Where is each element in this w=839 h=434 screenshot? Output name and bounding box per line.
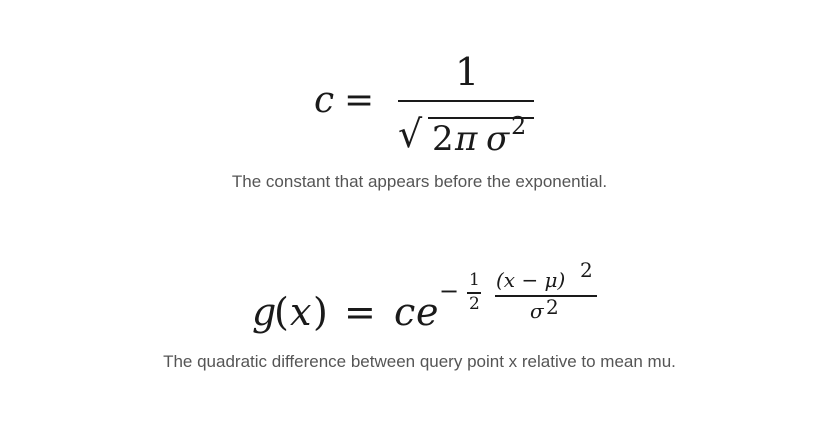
formula-g-exp-minus: − [439, 277, 460, 305]
formula-g-half-den: 2 [469, 294, 480, 314]
formula-c-radicand-sigma: σ [486, 119, 510, 159]
formula-g-close-paren: ) [313, 290, 328, 334]
formula-g-frac-den-exp: 2 [546, 295, 559, 319]
formula-c-fraction-bar [398, 100, 534, 102]
caption-constant: The constant that appears before the exponential. [231, 172, 608, 191]
formula-g-equals: = [344, 290, 376, 334]
formula-g-c: c [394, 290, 416, 334]
formula-g-func: g [252, 290, 277, 334]
formula-g-frac-num-exp: 2 [580, 258, 593, 282]
formula-c-radical: √ [398, 112, 423, 156]
formula-g-frac-den: σ [530, 299, 544, 323]
formula-c-radicand-coef: 2 [432, 119, 454, 159]
formula-c-radicand-pi: π [455, 119, 478, 159]
formula-g-open-paren: ( [274, 290, 289, 334]
formula-g-half-num: 1 [469, 270, 480, 290]
formula-c-radicand-exp: 2 [511, 112, 527, 140]
formula-c-lhs: c [314, 80, 335, 121]
caption-gaussian: The quadratic difference between query point x relative to mean mu. [163, 352, 676, 371]
formula-g-frac-num: (x − μ) [496, 268, 566, 292]
formula-c-equals: = [344, 80, 375, 121]
formula-g-e: e [416, 290, 439, 334]
formula-c-numerator: 1 [455, 50, 480, 94]
formula-g-var: x [290, 290, 312, 334]
